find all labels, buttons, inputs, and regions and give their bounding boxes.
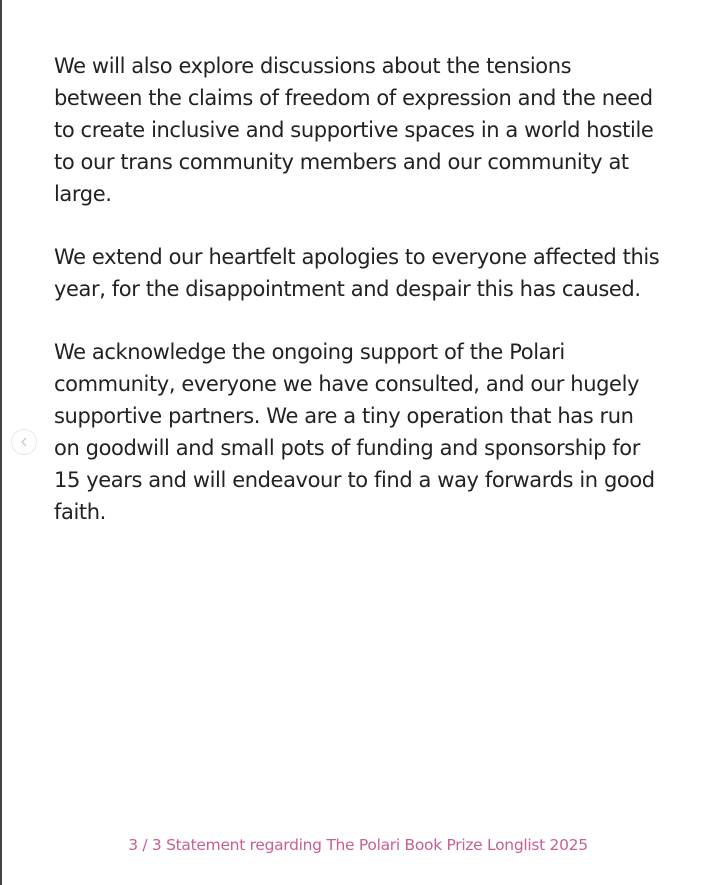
paragraph-acknowledgement: We acknowledge the ongoing support of the Polari community, everyone we have consulted, and our hugely supportive partners. We are a tiny operation that has run on goodwill and small pots of funding and sponsorship for 15 years and will endeavour to find a way forwards in good faith. (54, 340, 655, 524)
statement-body (54, 50, 664, 559)
previous-slide-button[interactable] (11, 429, 37, 455)
slide-caption: 3 / 3 Statement regarding The Polari Book Prize Longlist 2025 (128, 836, 588, 854)
paragraph-apologies: We extend our heartfelt apologies to everyone affected this year, for the disappointment and despair this has caused. (54, 245, 660, 301)
chevron-left-icon (18, 436, 30, 448)
left-border (0, 0, 2, 885)
paragraph-freedom-of-expression: We will also explore discussions about the tensions between the claims of freedom of expression and the need to create inclusive and supportive spaces in a world hostile to our trans community members and our community at large. (54, 54, 654, 206)
